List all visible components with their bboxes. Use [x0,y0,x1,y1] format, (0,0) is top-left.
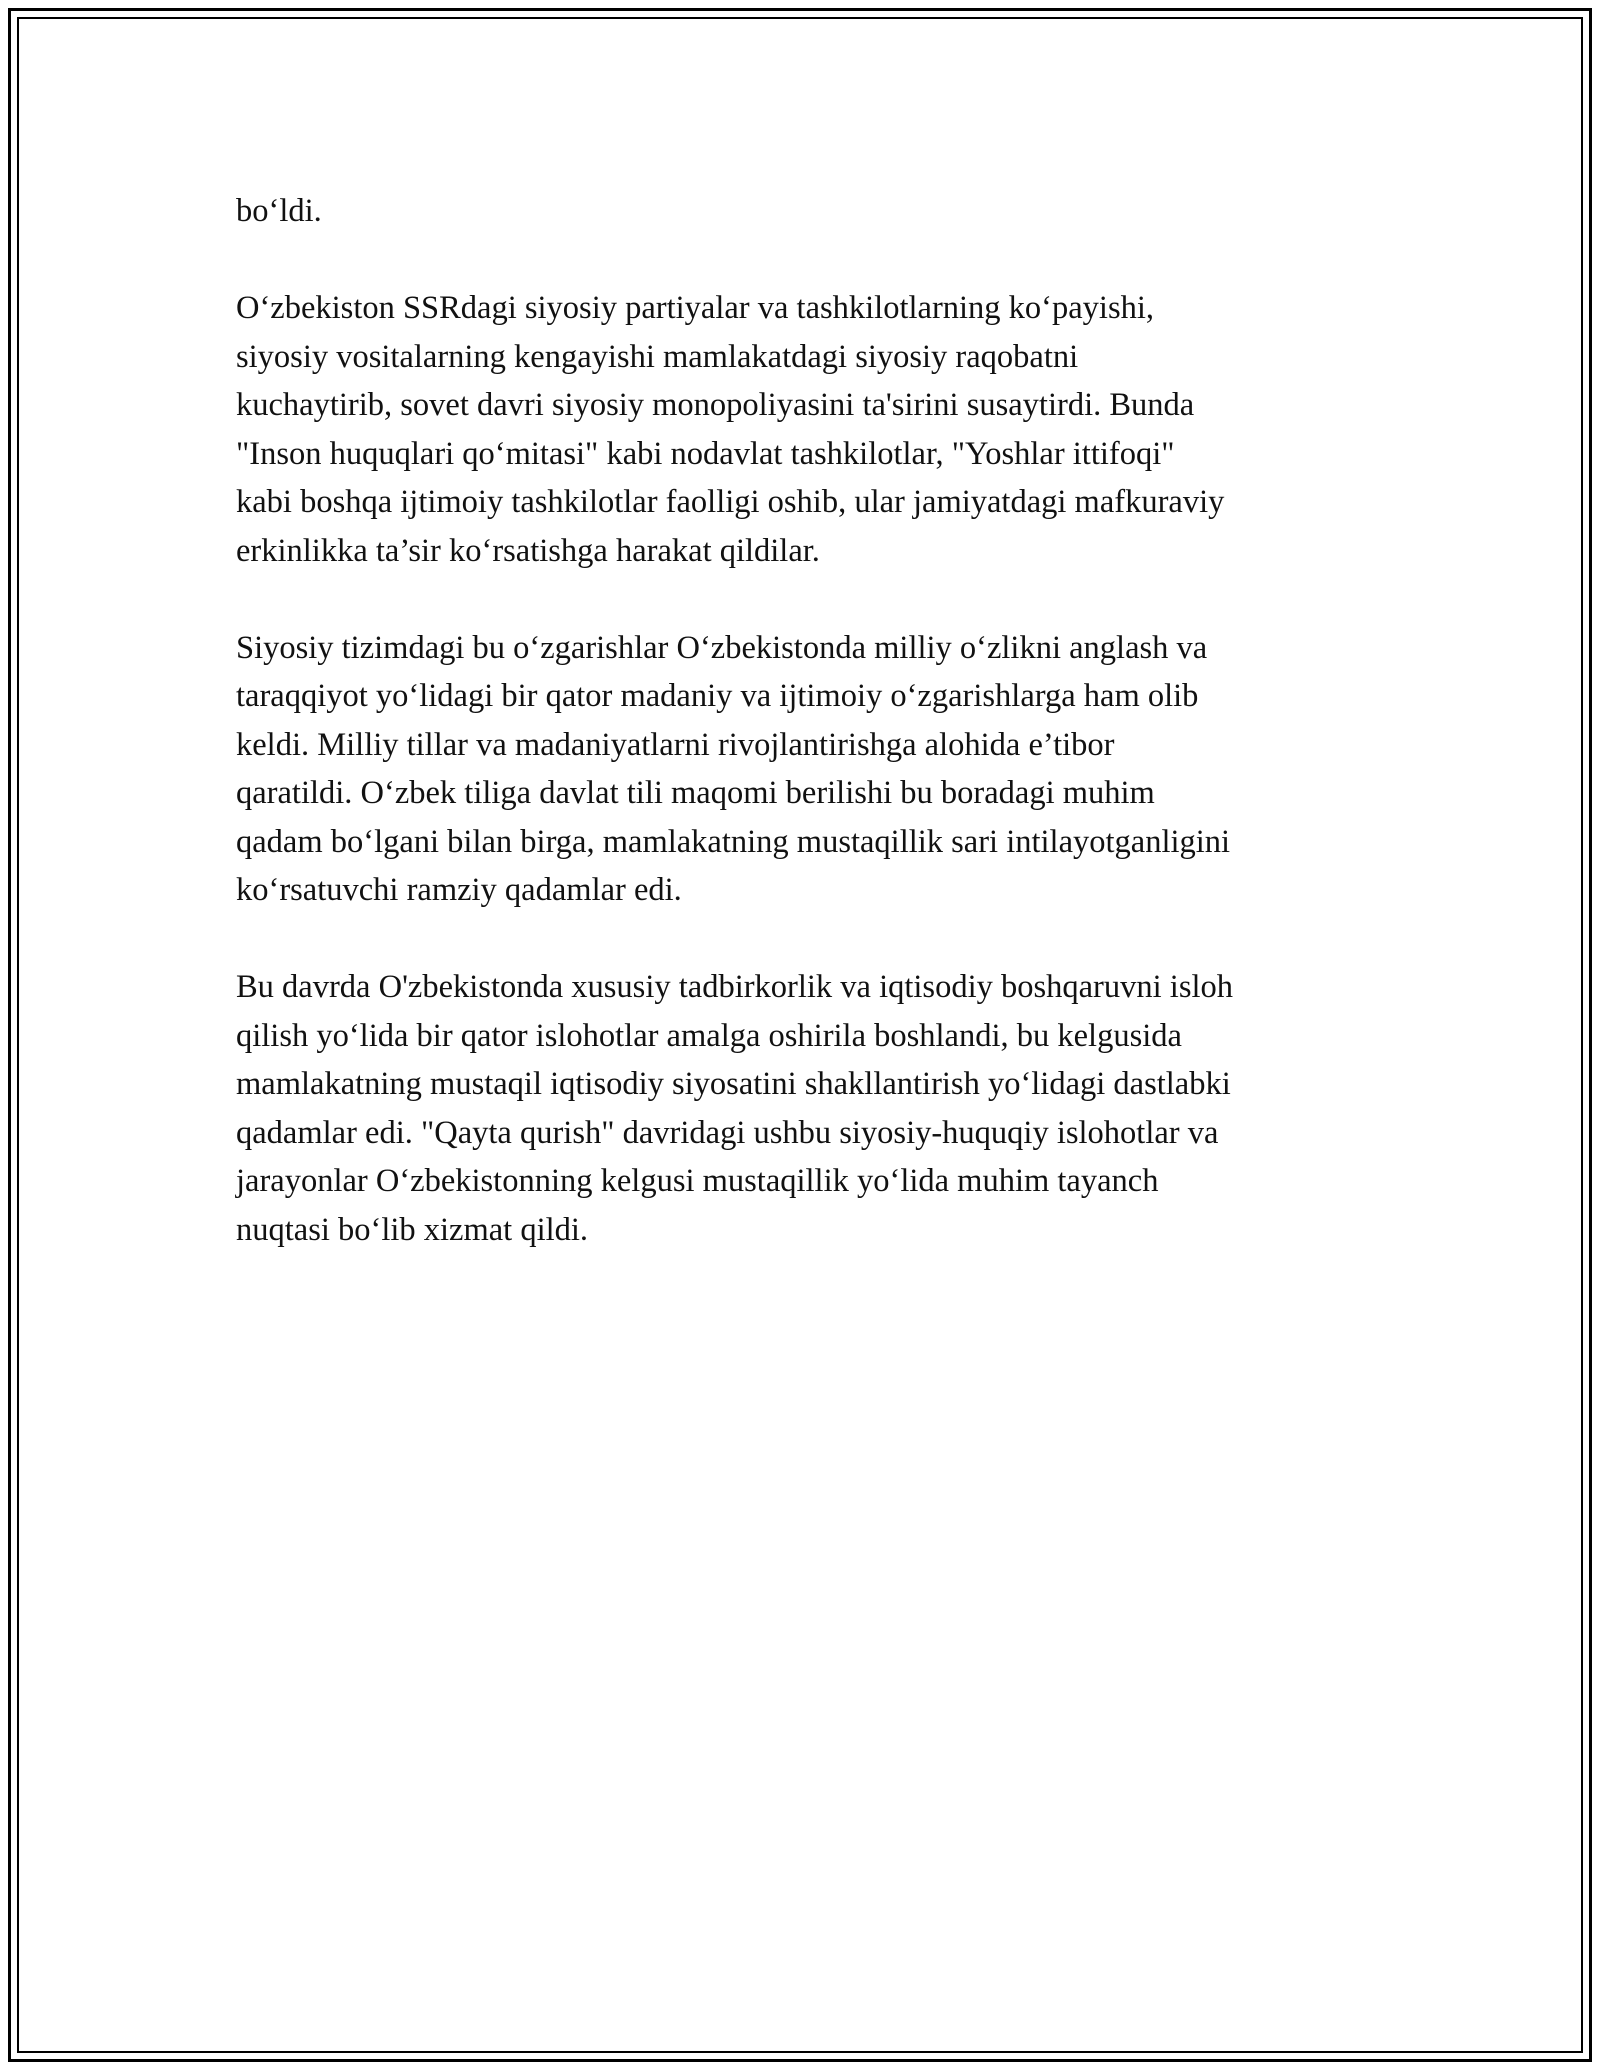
text-line: nuqtasi bo‘lib xizmat qildi. [236,1211,589,1248]
text-line: Bu davrda O'zbekistonda xususiy tadbirkorlik va iqtisodiy boshqaruvni isloh [236,969,1233,1005]
text-line: kabi boshqa ijtimoiy tashkilotlar faolligi oshib, ular jamiyatdagi mafkuraviy [236,484,1225,520]
text-line: Siyosiy tizimdagi bu o‘zgarishlar O‘zbekistonda milliy o‘zlikni anglash va [236,629,1208,666]
text-line: mamlakatning mustaqil iqtisodiy siyosatini shakllantirish yo‘lidagi dastlabki [236,1066,1231,1102]
text-line: jarayonlar O‘zbekistonning kelgusi mustaqillik yo‘lida muhim tayanch [236,1163,1159,1199]
text-line: bo‘ldi. [236,193,322,229]
text-line: ko‘rsatuvchi ramziy qadamlar edi. [236,872,682,908]
text-line: "Inson huquqlari qo‘mitasi" kabi nodavlat tashkilotlar, "Yoshlar ittifoqi" [236,435,1175,472]
text-line: taraqqiyot yo‘lidagi bir qator madaniy va ijtimoiy o‘zgarishlarga ham olib [236,678,1199,714]
text-line: qadam bo‘lgani bilan birga, mamlakatning mustaqillik sari intilayotganligini [236,823,1231,860]
text-line: qaratildi. O‘zbek tiliga davlat tili maqomi berilishi bu boradagi muhim [236,775,1155,811]
text-line: keldi. Milliy tillar va madaniyatlarni rivojlantirishga alohida e’tibor [236,726,1115,763]
text-line: erkinlikka ta’sir ko‘rsatishga harakat qildilar. [236,532,820,569]
text-line: kuchaytirib, sovet davri siyosiy monopoliyasini ta'sirini susaytirdi. Bunda [236,387,1195,423]
paragraph [236,284,1386,575]
text-line: qadamlar edi. "Qayta qurish" davridagi ushbu siyosiy-huquqiy islohotlar va [236,1114,1219,1151]
text-line: qilish yo‘lida bir qator islohotlar amalga oshirila boshlandi, bu kelgusida [236,1017,1182,1054]
paragraph [236,187,1386,236]
paragraph [236,963,1386,1254]
text-line: O‘zbekiston SSRdagi siyosiy partiyalar va tashkilotlarning ko‘payishi, [236,290,1154,326]
paragraph [236,624,1386,915]
text-line: siyosiy vositalarning kengayishi mamlakatdagi siyosiy raqobatni [236,338,1079,375]
document-body [236,187,1386,1303]
